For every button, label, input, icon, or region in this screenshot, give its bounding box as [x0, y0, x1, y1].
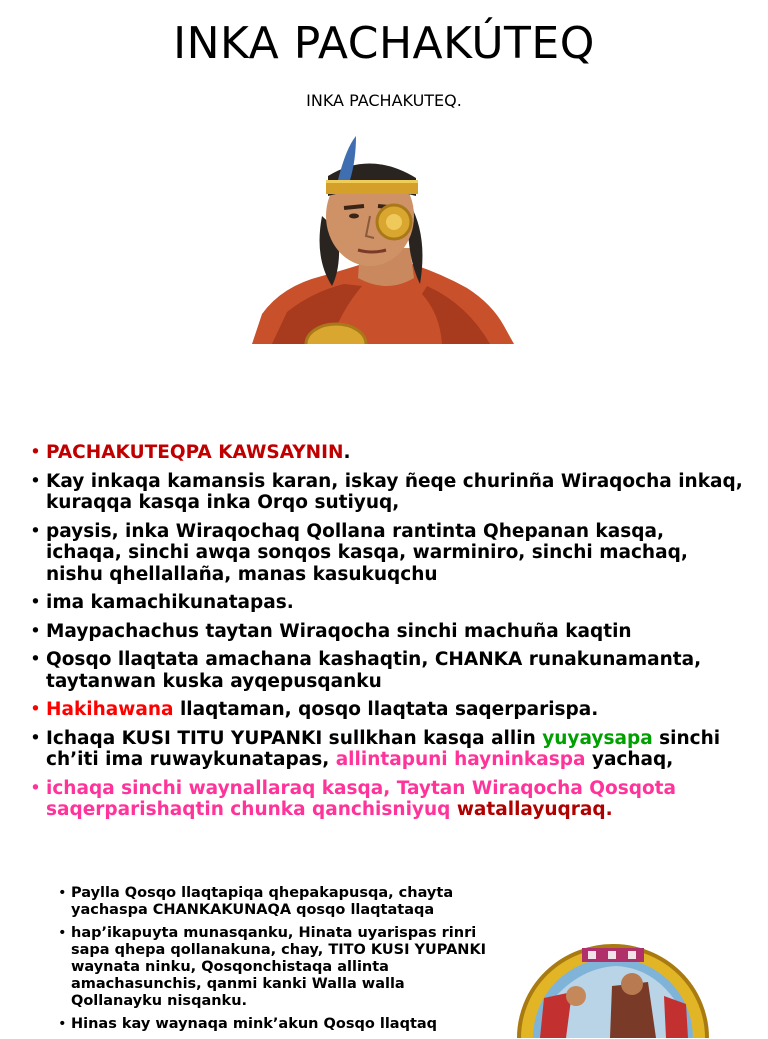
medallion-image	[516, 938, 710, 1038]
bullet-dot: •	[30, 620, 41, 642]
bullet-text: Kay inkaqa kamansis karan, iskay ñeqe churinña Wiraqocha inkaq, kuraqqa kasqa inka Orqo sutiyuq,	[46, 470, 743, 513]
bullet-dot: •	[30, 442, 41, 463]
bullet-dot: •	[30, 520, 41, 542]
page-title: INKA PACHAKÚTEQ	[173, 18, 595, 69]
bullet-text: Qosqo llaqtata amachana kashaqtin, CHANKA runakunamanta, taytanwan kuska ayqepusqanku	[46, 649, 702, 692]
small-bullet-item	[58, 885, 498, 919]
bullet-item	[30, 649, 745, 692]
small-bullet-item	[58, 1016, 498, 1033]
bullet-dot: •	[58, 1016, 67, 1032]
main-bullet-list	[30, 442, 745, 828]
bullet-item	[30, 471, 745, 514]
bullet-dot: •	[30, 727, 41, 749]
small-bullet-item	[58, 925, 498, 1010]
secondary-bullet-list	[58, 885, 498, 1039]
bullet-item	[30, 621, 745, 643]
bullet-item	[30, 592, 745, 614]
bullet-dot: •	[58, 925, 67, 941]
bullet-text: yachaq,	[585, 749, 674, 770]
bullet-text: sinchi ch’iti ima ruwaykunatapas,	[46, 727, 721, 770]
bullet-text: watallayuqraq.	[456, 799, 613, 820]
bullet-text: Ichaqa KUSI TITU YUPANKI sullkhan kasqa allin	[46, 727, 543, 749]
bullet-item	[30, 699, 745, 721]
inka-portrait-image	[252, 136, 514, 344]
bullet-text: llaqtaman, qosqo llaqtata saqerparispa.	[173, 699, 599, 720]
bullet-item	[30, 728, 745, 771]
bullet-dot: •	[30, 699, 41, 720]
bullet-item	[30, 778, 745, 821]
small-bullet-text: Paylla Qosqo llaqtapiqa qhepakapusqa, chayta yachaspa CHANKAKUNAQA qosqo llaqtataqa	[71, 885, 454, 918]
bullet-text: ichaqa sinchi waynallaraq kasqa, Taytan Wiraqocha Qosqota saqerparishaqtin chunka qanchisniyuq	[46, 777, 676, 820]
bullet-text: Maypachachus taytan Wiraqocha sinchi machuña kaqtin	[46, 620, 632, 642]
small-bullet-text: Hinas kay waynaqa mink’akun Qosqo llaqtaq	[71, 1016, 438, 1032]
bullet-dot: •	[58, 885, 67, 901]
bullet-text: PACHAKUTEQPA KAWSAYNIN	[46, 442, 344, 463]
bullet-text: yuyaysapa	[542, 727, 653, 749]
bullet-text: Hakihawana	[46, 699, 174, 720]
bullet-dot: •	[30, 649, 41, 670]
bullet-dot: •	[30, 777, 41, 799]
bullet-text: ima kamachikunatapas.	[46, 592, 294, 613]
bullet-text: .	[343, 442, 351, 463]
page-subtitle: INKA PACHAKUTEQ.	[306, 91, 462, 110]
bullet-dot: •	[30, 592, 41, 613]
bullet-text: allintapuni hayninkaspa	[335, 749, 586, 770]
bullet-text: paysis, inka Wiraqochaq Qollana rantinta Qhepanan kasqa, ichaqa, sinchi awqa sonqos kasqa, warminiro, sinchi machaq, nishu qhellallaña, manas kasukuqchu	[46, 520, 688, 585]
bullet-item	[30, 521, 745, 586]
small-bullet-text: hap’ikapuyta munasqanku, Hinata uyarispas rinri sapa qhepa qollanakuna, chay, TITO KUSI YUPANKI waynata ninku, Qosqonchistaqa allinta amachasunchis, qanmi kanki Walla walla Qollanayku nisqanku.	[71, 925, 487, 1009]
bullet-item	[30, 442, 745, 464]
bullet-dot: •	[30, 470, 41, 492]
